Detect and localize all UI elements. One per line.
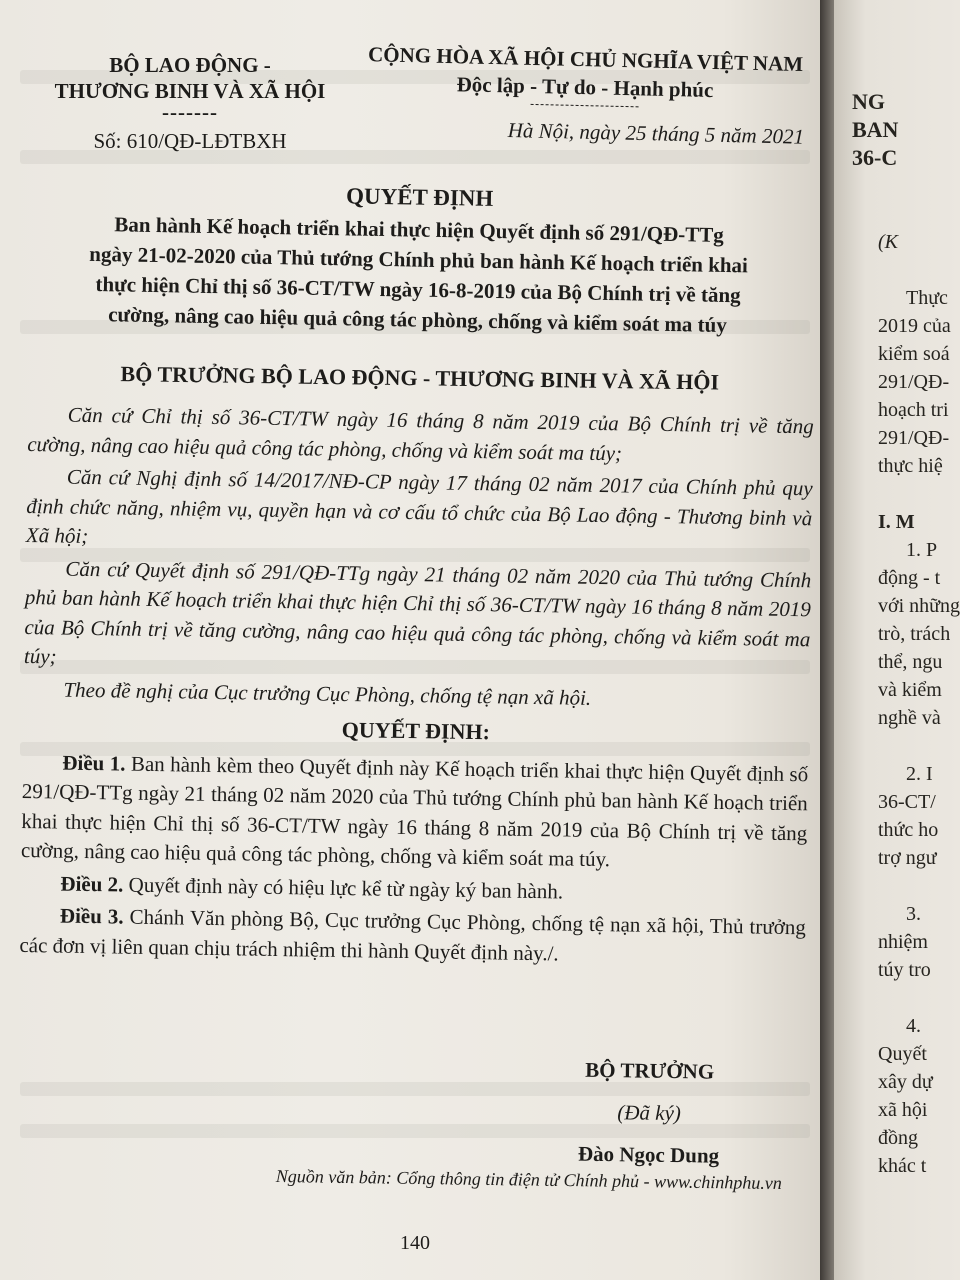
preamble-paragraph: Theo đề nghị của Cục trưởng Cục Phòng, chống tệ nạn xã hội. [63, 677, 592, 710]
document-title-block [37, 176, 800, 341]
right-page-line: 4. [906, 1015, 921, 1037]
article-label: Điều 3. [59, 903, 124, 929]
right-page-line: 36-CT/ [878, 791, 936, 813]
right-page-line: túy tro [878, 959, 931, 981]
title-line: ngày 21-02-2020 của Thủ tướng Chính phủ ban hành Kế hoạch triển khai [89, 241, 749, 278]
source-note: Nguồn văn bản: Cổng thông tin điện tử Chính phủ - www.chinhphu.vn [275, 1166, 782, 1194]
right-page-line: (K [878, 231, 898, 253]
national-motto: Độc lập - Tự do - Hạnh phúc [456, 72, 714, 103]
signed-note: (Đã ký) [617, 1100, 682, 1126]
right-page-line [878, 984, 960, 1012]
article-text: Chánh Văn phòng Bộ, Cục trưởng Cục Phòng, chống tệ nạn xã hội, Thủ trưởng các đơn vị liên quan chịu trách nhiệm thi hành Quyết định này./. [19, 904, 807, 965]
article-text: Quyết định này có hiệu lực kể từ ngày ký ban hành. [123, 872, 564, 903]
document-number: Số: 610/QĐ-LĐTBXH [93, 129, 287, 153]
article-label: Điều 1. [62, 750, 126, 776]
country-name: CỘNG HÒA XÃ HỘI CHỦ NGHĨA VIỆT NAM [367, 42, 804, 77]
right-page-line: hoạch tri [878, 399, 949, 421]
right-page-line [878, 480, 960, 508]
right-page [834, 0, 960, 1280]
article-paragraph [21, 747, 809, 877]
authority-heading: BỘ TRƯỞNG BỘ LAO ĐỘNG - THƯƠNG BINH VÀ XÃ HỘI [120, 361, 720, 395]
right-page-line: trò, trách [878, 623, 951, 645]
right-page-text [852, 88, 960, 1180]
document-type: QUYẾT ĐỊNH [345, 183, 494, 211]
issuing-agency-block [40, 52, 340, 154]
right-page-line: đồng [878, 1127, 918, 1149]
right-page-line: thức ho [878, 819, 939, 841]
right-page-line: động - t [878, 567, 941, 589]
right-page-line: 2019 của [878, 315, 951, 337]
signer-title: BỘ TRƯỞNG [585, 1057, 715, 1084]
article-text: Ban hành kèm theo Quyết định này Kế hoạch triển khai thực hiện Quyết định số 291/QĐ-TTg ngày 21 tháng 02 năm 2020 của Thủ tướng Chính phủ ban hành Kế hoạch triển khai thực hiện Chỉ thị số 36-CT/TW ngày 16 tháng 8 năm 2019 của Bộ Chính trị về tăng cường, nâng cao hiệu quả công tác phòng, chống và kiểm soát ma túy. [20, 751, 809, 872]
title-line: cường, nâng cao hiệu quả công tác phòng, chống và kiểm soát ma túy [108, 302, 728, 338]
right-page-line [878, 256, 960, 284]
right-page-line: nhiệm [878, 931, 928, 953]
decision-heading: QUYẾT ĐỊNH: [341, 716, 491, 745]
right-page-line: thực hiệ [878, 455, 943, 477]
right-page-line: 291/QĐ- [878, 427, 950, 449]
right-page-line [878, 200, 960, 228]
right-page-line: 36-C [852, 145, 898, 170]
right-page-line: xây dự [878, 1071, 933, 1093]
right-page-line: và kiểm [878, 679, 942, 701]
right-page-line: Quyết [878, 1043, 927, 1065]
article-paragraph [19, 901, 806, 972]
agency-name-line2: THƯƠNG BINH VÀ XÃ HỘI [54, 79, 326, 103]
motto-underline [531, 104, 639, 109]
right-page-line: nghề và [878, 707, 941, 729]
document-body [19, 400, 814, 975]
preamble-paragraph: Căn cứ Quyết định số 291/QĐ-TTg ngày 21 tháng 02 năm 2020 của Thủ tướng Chính phủ ban hành Kế hoạch triển khai thực hiện Chỉ thị số 36-CT/TW ngày 16 tháng 8 năm 2019 của Bộ Chính trị về tăng cường, nâng cao hiệu quả công tác phòng, chống và kiểm soát ma túy; [23, 556, 812, 669]
signer-name: Đào Ngọc Dung [577, 1141, 720, 1168]
right-page-line: 1. P [906, 539, 938, 561]
right-page-line: 2. I [906, 763, 933, 785]
right-page-line: xã hội [878, 1099, 928, 1121]
issue-date: Hà Nội, ngày 25 tháng 5 năm 2021 [507, 118, 805, 149]
right-page-line: trợ ngư [878, 847, 937, 869]
right-page-line: NG [852, 89, 885, 114]
preamble-paragraph: Căn cứ Chỉ thị số 36-CT/TW ngày 16 tháng 8 năm 2019 của Bộ Chính trị về tăng cường, nâng cao hiệu quả công tác phòng, chống và kiểm soát ma túy; [27, 402, 814, 465]
page-number: 140 [400, 1232, 430, 1254]
agency-name-line1: BỘ LAO ĐỘNG - [109, 53, 271, 77]
article-label: Điều 2. [60, 871, 124, 897]
national-header-block [359, 40, 812, 113]
title-line: thực hiện Chỉ thị số 36-CT/TW ngày 16-8-2019 của Bộ Chính trị về tăng [95, 271, 741, 308]
right-page-line: I. M [878, 511, 915, 533]
right-page-line: Thực [906, 287, 948, 309]
right-page-line: kiểm soá [878, 343, 950, 365]
title-line: Ban hành Kế hoạch triển khai thực hiện Quyết định số 291/QĐ-TTg [114, 212, 725, 247]
right-page-line: thể, ngu [878, 651, 943, 673]
right-page-line: BAN [852, 117, 899, 142]
right-page-line: 3. [906, 903, 921, 925]
agency-separator: ------- [162, 100, 218, 124]
right-page-line [878, 872, 960, 900]
right-page-line: với những [878, 595, 960, 617]
signature-block [528, 1048, 770, 1177]
preamble-paragraph: Căn cứ Nghị định số 14/2017/NĐ-CP ngày 17 tháng 02 năm 2017 của Chính phủ quy định chức năng, nhiệm vụ, quyền hạn và cơ cấu tổ chức của Bộ Lao động - Thương binh và Xã hội; [25, 464, 813, 548]
right-page-line [878, 172, 960, 200]
right-page-line: khác t [878, 1155, 927, 1177]
right-page-line: 291/QĐ- [878, 371, 950, 393]
right-page-line [878, 732, 960, 760]
